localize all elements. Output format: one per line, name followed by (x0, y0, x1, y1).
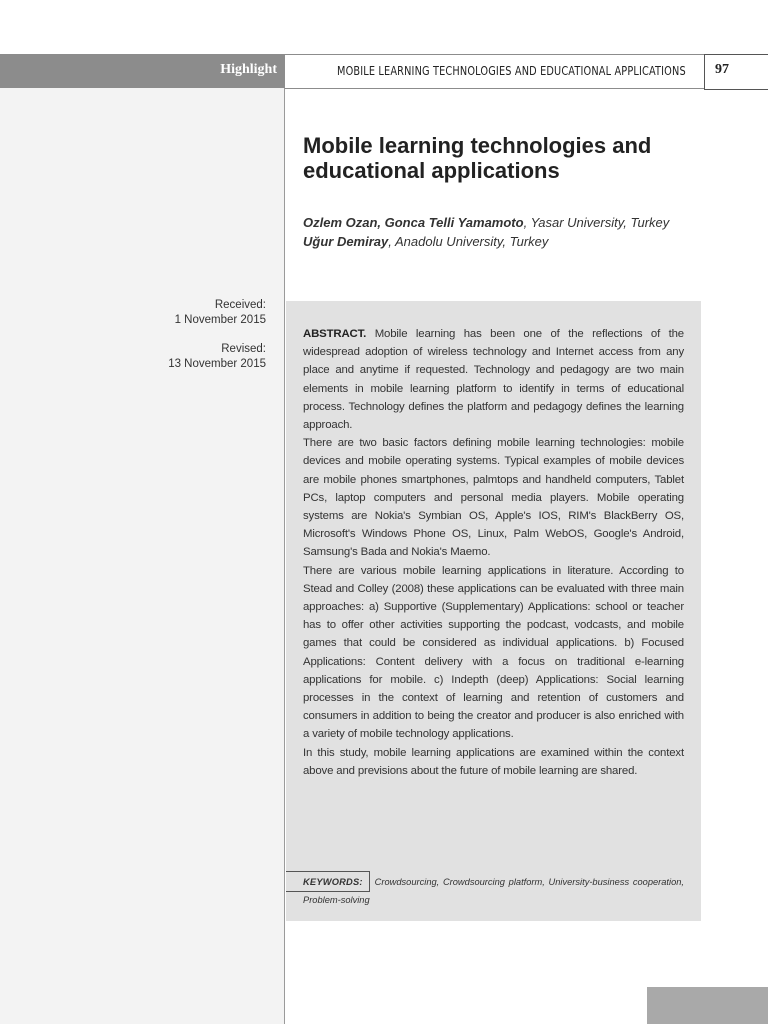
author-block (303, 214, 693, 251)
abstract-paragraph: There are two basic factors defining mobile learning technologies: mobile devices and mobile operating systems. Typical examples of mobile devices are mobile phones smartphones, palmtops and handheld computers, Tablet PCs, laptop computers and personal media players. Mobile operating systems are Nokia's Symbian OS, Apple's IOS, RIM's BlackBerry OS, Microsoft's Windows Phone OS, Linux, Palm WebOS, Google's Android, Samsung's Bada and Nokia's Maemo. (303, 437, 684, 559)
section-tab (0, 54, 285, 88)
article-title: Mobile learning technologies and educational applications (303, 133, 652, 183)
abstract-paragraph: In this study, mobile learning applications are examined within the context above and previsions about the future of mobile learning are shared. (303, 746, 684, 777)
abstract-paragraph: ABSTRACT. Mobile learning has been one of the reflections of the widespread adoption of wireless technology and Internet access from any place and anytime if requested. Technology and pedagogy are two main elements in mobile learning platform to identify in terms of educational process. Technology defines the platform and pedagogy defines the learning approach. (303, 328, 684, 432)
keywords (303, 873, 684, 909)
abstract-lead: ABSTRACT. (303, 328, 367, 340)
received-label: Received: (214, 299, 266, 311)
abstract-paragraph: There are various mobile learning applications in literature. According to Stead and Colley (2008) these applications can be evaluated with three main approaches: a) Supportive (Supplementary) Applications: school or teacher has to offer other activities supporting the podcast, vodcasts, and mobile games that could be considered as individual applications. b) Focused Applications: Content delivery with a focus on traditional e-learning applications for mobile. c) Indepth (deep) Applications: Social learning processes in the context of learning and retention of customers and consumers in addition to being the creator and producer is also enriched with a variety of mobile technology applications. (303, 564, 684, 741)
author-line-1 (303, 214, 693, 233)
revised-date: 13 November 2015 (168, 357, 266, 370)
author-affiliation: , Anadolu University, Turkey (388, 233, 549, 249)
left-margin-column (0, 54, 285, 1024)
running-head: MOBILE LEARNING TECHNOLOGIES AND EDUCATIONAL APPLICATIONS (337, 63, 686, 78)
page-number-box (704, 54, 768, 90)
author-affiliation: , Yasar University, Turkey (523, 215, 670, 230)
page-corner-tab (647, 987, 768, 1024)
keywords-label: KEYWORDS: (303, 877, 363, 887)
revised-label: Revised: (221, 343, 266, 355)
author-names: Uğur Demiray (303, 233, 389, 249)
received-date: 1 November 2015 (174, 313, 266, 326)
abstract-text (303, 325, 684, 780)
author-line-2 (303, 233, 693, 252)
article-dates (150, 298, 266, 371)
page-number: 97 (715, 62, 729, 77)
section-label: Highlight (220, 62, 277, 77)
author-names: Ozlem Ozan, Gonca Telli Yamamoto (303, 215, 524, 230)
keywords-text: Crowdsourcing, Crowdsourcing platform, University-business cooperation, Problem-solving (303, 877, 684, 905)
